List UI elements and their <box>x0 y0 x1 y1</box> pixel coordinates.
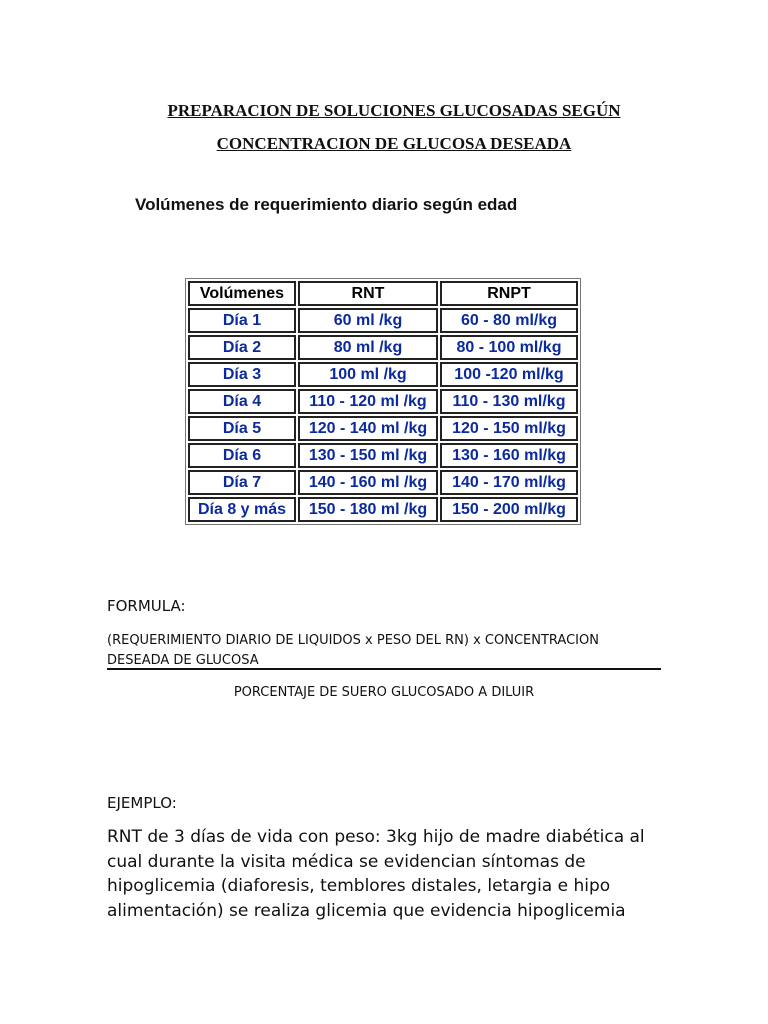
table-cell-day: Día 5 <box>188 416 296 441</box>
table-cell-day: Día 4 <box>188 389 296 414</box>
table-header-cell: RNT <box>298 281 438 306</box>
formula-numerator: (REQUERIMIENTO DIARIO DE LIQUIDOS x PESO DEL RN) x CONCENTRACION DESEADA DE GLUCOSA <box>107 633 599 668</box>
table-cell-rnt: 110 - 120 ml /kg <box>298 389 438 414</box>
table-cell-rnpt: 120 - 150 ml/kg <box>440 416 578 441</box>
table-header-cell: RNPT <box>440 281 578 306</box>
section-subtitle: Volúmenes de requerimiento diario según edad <box>135 195 518 214</box>
document-title-line-2: CONCENTRACION DE GLUCOSA DESEADA <box>216 134 572 153</box>
table-cell-day: Día 7 <box>188 470 296 495</box>
table-cell-rnpt: 130 - 160 ml/kg <box>440 443 578 468</box>
table-cell-rnt: 80 ml /kg <box>298 335 438 360</box>
table-cell-day: Día 2 <box>188 335 296 360</box>
table-header-row <box>188 281 578 306</box>
table-cell-rnpt: 140 - 170 ml/kg <box>440 470 578 495</box>
table-cell-day: Día 1 <box>188 308 296 333</box>
formula-label: FORMULA: <box>107 597 186 615</box>
table-cell-day: Día 3 <box>188 362 296 387</box>
table-row <box>188 362 578 387</box>
table-header-cell: Volúmenes <box>188 281 296 306</box>
formula-denominator: PORCENTAJE DE SUERO GLUCOSADO A DILUIR <box>233 685 535 700</box>
table-cell-day: Día 8 y más <box>188 497 296 522</box>
example-paragraph: RNT de 3 días de vida con peso: 3kg hijo de madre diabética al cual durante la visita médica se evidencian síntomas de hipoglicemia (diaforesis, temblores distales, letargia e hipo alimentación) se realiza glicemia que evidencia hipoglicemia <box>107 827 645 921</box>
table-row <box>188 335 578 360</box>
table-row <box>188 443 578 468</box>
fraction-divider <box>107 668 661 670</box>
table-cell-rnpt: 110 - 130 ml/kg <box>440 389 578 414</box>
table-cell-rnt: 130 - 150 ml /kg <box>298 443 438 468</box>
table-row <box>188 308 578 333</box>
table-row <box>188 416 578 441</box>
table-cell-rnpt: 100 -120 ml/kg <box>440 362 578 387</box>
document-title-line-1: PREPARACION DE SOLUCIONES GLUCOSADAS SEGÚN <box>167 101 621 120</box>
table-cell-day: Día 6 <box>188 443 296 468</box>
table-cell-rnt: 60 ml /kg <box>298 308 438 333</box>
table-cell-rnpt: 60 - 80 ml/kg <box>440 308 578 333</box>
table-cell-rnt: 120 - 140 ml /kg <box>298 416 438 441</box>
table-cell-rnt: 150 - 180 ml /kg <box>298 497 438 522</box>
table-row <box>188 470 578 495</box>
table-cell-rnt: 100 ml /kg <box>298 362 438 387</box>
table-row <box>188 389 578 414</box>
table-cell-rnpt: 80 - 100 ml/kg <box>440 335 578 360</box>
table-row <box>188 497 578 522</box>
example-label: EJEMPLO: <box>107 794 177 812</box>
requirements-table <box>185 278 581 525</box>
table-cell-rnt: 140 - 160 ml /kg <box>298 470 438 495</box>
table-cell-rnpt: 150 - 200 ml/kg <box>440 497 578 522</box>
